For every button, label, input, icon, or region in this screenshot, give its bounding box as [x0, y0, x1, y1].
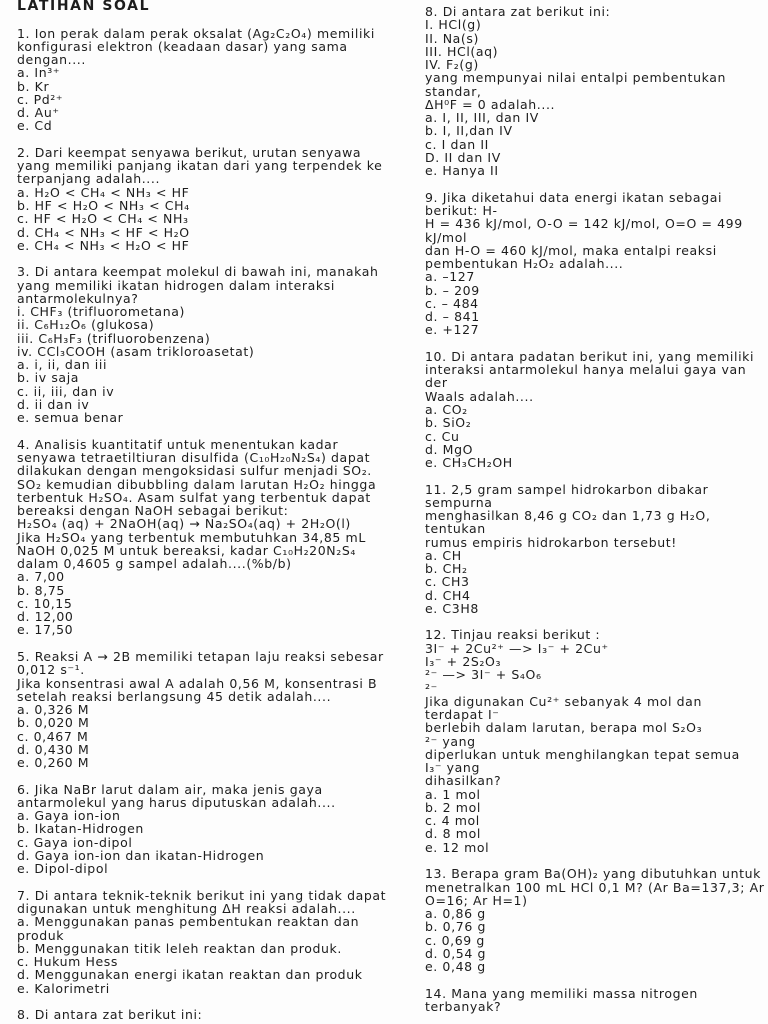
answer-option: a. CH: [425, 547, 462, 563]
question-line: kJ/mol: [425, 229, 468, 245]
question-line: dihasilkan?: [425, 773, 502, 789]
answer-option: a. H₂O < CH₄ < NH₃ < HF: [17, 184, 190, 200]
statement-item: ii. C₆H₁₂O₆ (glukosa): [17, 317, 155, 333]
answer-option: d. Gaya ion-ion dan ikatan-Hidrogen: [17, 848, 265, 863]
answer-option: e. 12 mol: [425, 839, 490, 855]
question-line: tentukan: [425, 521, 486, 537]
answer-option: b. – 209: [425, 282, 480, 298]
question-line: rumus empiris hidrokarbon tersebut!: [425, 534, 677, 550]
question-stem: 11. 2,5 gram sampel hidrokarbon dibakar: [425, 481, 709, 497]
question-line: senyawa tetraetiltiuran disulfida (C₁₀H₂₀N₂S₄) dapat: [17, 450, 371, 466]
answer-option: e. Cd: [17, 118, 53, 134]
question-stem: 7. Di antara teknik-teknik berikut ini yang tidak dapat: [17, 887, 387, 903]
question-line: I₃⁻ + 2S₂O₃: [425, 654, 502, 670]
answer-option: a. CO₂: [425, 401, 468, 417]
question-line: yang mempunyai nilai entalpi pembentukan: [425, 70, 726, 86]
question-stem: 9. Jika diketahui data energi ikatan sebagai: [425, 189, 723, 205]
question-line: bereaksi dengan NaOH sebagai berikut:: [17, 503, 289, 519]
answer-option: c. I dan II: [425, 136, 489, 152]
question-line: der: [425, 375, 448, 391]
question-line: I₃⁻ yang: [425, 760, 480, 776]
answer-option: c. 10,15: [17, 595, 73, 611]
answer-option: d. Menggunakan energi ikatan reaktan dan produk: [17, 967, 363, 983]
answer-option: a. Menggunakan panas pembentukan reaktan dan: [17, 914, 360, 930]
answer-option: d. – 841: [425, 309, 480, 325]
answer-option: a. 0,326 M: [17, 702, 90, 718]
question-line: menetralkan 100 mL HCl 0,1 M? (Ar Ba=137,3; Ar: [425, 879, 765, 895]
question-line: 0,012 s⁻¹.: [17, 662, 85, 678]
question-line: setelah reaksi berlangsung 45 detik adalah....: [17, 688, 332, 704]
question-line: Waals adalah....: [425, 388, 534, 404]
answer-option: b. 2 mol: [425, 799, 481, 815]
answer-option: d. CH4: [425, 587, 471, 603]
question-line: H₂SO₄ (aq) + 2NaOH(aq) → Na₂SO₄(aq) + 2H₂O(l): [17, 516, 351, 532]
question-line: sempurna: [425, 494, 493, 510]
question-line: terdapat I⁻: [425, 707, 500, 723]
question-9: [425, 191, 768, 337]
answer-option: d. Au⁺: [17, 105, 60, 121]
answer-option: a. I, II, III, dan IV: [425, 110, 539, 126]
question-line: ²⁻: [425, 680, 438, 696]
question-line: dan H-O = 460 kJ/mol, maka entalpi reaksi: [425, 242, 717, 258]
question-line: pembentukan H₂O₂ adalah....: [425, 256, 624, 272]
answer-option: a. 0,86 g: [425, 906, 486, 922]
question-line: standar,: [425, 83, 482, 99]
question-stem: 8. Di antara zat berikut ini:: [17, 1007, 203, 1023]
question-13: [425, 867, 768, 973]
answer-option: e. 17,50: [17, 622, 74, 638]
question-stem: 8. Di antara zat berikut ini:: [425, 4, 611, 19]
question-1: [17, 27, 407, 133]
statement-item: i. CHF₃ (trifluorometana): [17, 304, 185, 320]
answer-option: c. HF < H₂O < CH₄ < NH₃: [17, 211, 189, 227]
question-line: menghasilkan 8,46 g CO₂ dan 1,73 g H₂O,: [425, 508, 711, 524]
question-line: Jika konsentrasi awal A adalah 0,56 M, konsentrasi B: [17, 675, 378, 691]
question-8: [17, 1008, 407, 1021]
question-line: dilakukan dengan mengoksidasi sulfur menjadi SO₂.: [17, 463, 372, 479]
right-question-list: [425, 5, 768, 1013]
statement-item: IV. F₂(g): [425, 57, 479, 73]
answer-option: a. 1 mol: [425, 786, 481, 802]
answer-option: c. 4 mol: [425, 813, 480, 829]
question-stem: 1. Ion perak dalam perak oksalat (Ag₂C₂O₄) memiliki: [17, 25, 375, 41]
question-line: terbanyak?: [425, 998, 502, 1014]
question-line: ²⁻ yang: [425, 733, 476, 749]
answer-option: a. i, ii, dan iii: [17, 357, 108, 373]
answer-option: c. – 484: [425, 295, 479, 311]
answer-option: e. CH₄ < NH₃ < H₂O < HF: [17, 237, 190, 253]
question-3: [17, 265, 407, 424]
answer-option: b. Kr: [17, 78, 50, 94]
answer-option: d. ii dan iv: [17, 396, 90, 412]
question-line: terbentuk H₂SO₄. Asam sulfat yang terbentuk dapat: [17, 489, 371, 505]
statement-item: II. Na(s): [425, 30, 479, 46]
answer-option: e. Kalorimetri: [17, 980, 110, 996]
answer-option: b. CH₂: [425, 561, 468, 577]
answer-option: e. Hanya II: [425, 163, 499, 179]
answer-option: c. ii, iii, dan iv: [17, 383, 115, 399]
answer-option: b. I, II,dan IV: [425, 123, 513, 139]
page-title: LATIHAN SOAL: [17, 0, 151, 14]
answer-option: D. II dan IV: [425, 149, 501, 165]
answer-option: e. C3H8: [425, 600, 479, 616]
left-question-list: [17, 27, 407, 1022]
answer-option: c. Cu: [425, 428, 460, 444]
question-line: antarmolekulnya?: [17, 290, 139, 306]
question-stem: 3. Di antara keempat molekul di bawah ini, manakah: [17, 264, 379, 280]
question-8: [425, 5, 768, 177]
answer-option: e. +127: [425, 322, 480, 338]
question-line: ΔH⁰F = 0 adalah....: [425, 96, 556, 112]
statement-item: iv. CCl₃COOH (asam trikloroasetat): [17, 343, 255, 359]
answer-option: c. 0,467 M: [17, 728, 89, 744]
answer-option: d. 0,430 M: [17, 741, 90, 757]
answer-option: b. iv saja: [17, 370, 80, 386]
question-line: Jika digunakan Cu²⁺ sebanyak 4 mol dan: [425, 693, 702, 709]
question-6: [17, 783, 407, 876]
question-stem: 14. Mana yang memiliki massa nitrogen: [425, 985, 698, 1001]
answer-option: b. 0,020 M: [17, 715, 90, 731]
question-line: Jika H₂SO₄ yang terbentuk membutuhkan 34,85 mL: [17, 529, 366, 545]
answer-option: b. Menggunakan titik leleh reaktan dan produk.: [17, 940, 342, 956]
answer-option: c. Pd²⁺: [17, 91, 64, 107]
question-line: 3I⁻ + 2Cu²⁺ —> I₃⁻ + 2Cu⁺: [425, 640, 609, 656]
question-stem: 13. Berapa gram Ba(OH)₂ yang dibutuhkan untuk: [425, 866, 761, 882]
question-line: dalam 0,4605 g sampel adalah....(%b/b): [17, 556, 292, 572]
right-column: [425, 5, 768, 1013]
answer-option: c. CH3: [425, 574, 470, 590]
answer-option: c. Hukum Hess: [17, 954, 118, 970]
question-stem: 12. Tinjau reaksi berikut :: [425, 627, 601, 643]
question-7: [17, 889, 407, 995]
answer-option: e. Dipol-dipol: [17, 861, 109, 877]
question-4: [17, 438, 407, 637]
answer-option: e. CH₃CH₂OH: [425, 455, 513, 471]
question-stem: 4. Analisis kuantitatif untuk menentukan kadar: [17, 436, 339, 452]
question-10: [425, 350, 768, 469]
question-2: [17, 146, 407, 252]
answer-option: e. semua benar: [17, 410, 124, 426]
question-stem: 2. Dari keempat senyawa berikut, urutan senyawa: [17, 144, 362, 160]
statement-item: III. HCl(aq): [425, 43, 499, 59]
question-line: H = 436 kJ/mol, O-O = 142 kJ/mol, O=O = 499: [425, 216, 743, 232]
answer-option: b. SiO₂: [425, 415, 472, 431]
question-line: digunakan untuk menghitung ΔH reaksi adalah....: [17, 901, 356, 917]
question-line: diperlukan untuk menghilangkan tepat semua: [425, 746, 740, 762]
question-14: [425, 987, 768, 1014]
question-line: terpanjang adalah....: [17, 171, 161, 187]
answer-option: b. HF < H₂O < NH₃ < CH₄: [17, 197, 190, 213]
question-stem: 5. Reaksi A → 2B memiliki tetapan laju reaksi sebesar: [17, 649, 384, 665]
answer-option: c. Gaya ion-dipol: [17, 834, 133, 850]
question-line: produk: [17, 927, 65, 943]
answer-option: b. 8,75: [17, 582, 65, 598]
question-11: [425, 483, 768, 616]
left-column: [17, 0, 407, 1021]
question-line: interaksi antarmolekul hanya melalui gaya van: [425, 362, 747, 378]
answer-option: e. 0,260 M: [17, 755, 90, 771]
statement-item: iii. C₆H₃F₃ (trifluorobenzena): [17, 330, 211, 346]
question-line: yang memiliki ikatan hidrogen dalam interaksi: [17, 277, 335, 293]
question-line: konfigurasi elektron (keadaan dasar) yang sama: [17, 38, 348, 54]
answer-option: d. 0,54 g: [425, 945, 487, 961]
answer-option: d. 12,00: [17, 609, 74, 625]
question-line: yang memiliki panjang ikatan dari yang terpendek ke: [17, 158, 383, 174]
answer-option: e. 0,48 g: [425, 959, 486, 975]
question-5: [17, 650, 407, 769]
question-line: O=16; Ar H=1): [425, 892, 528, 908]
answer-option: d. 8 mol: [425, 826, 481, 842]
question-line: NaOH 0,025 M untuk bereaksi, kadar C₁₀H₂20N₂S₄: [17, 542, 356, 558]
answer-option: d. MgO: [425, 441, 474, 457]
answer-option: b. 0,76 g: [425, 919, 487, 935]
answer-option: a. Gaya ion-ion: [17, 808, 121, 824]
question-stem: 10. Di antara padatan berikut ini, yang memiliki: [425, 348, 755, 364]
question-line: SO₂ kemudian dibubbling dalam larutan H₂O₂ hingga: [17, 476, 377, 492]
question-line: dengan....: [17, 52, 86, 68]
question-line: berlebih dalam larutan, berapa mol S₂O₃: [425, 720, 703, 736]
answer-option: a. In³⁺: [17, 65, 61, 81]
answer-option: a. –127: [425, 269, 475, 285]
answer-option: b. Ikatan-Hidrogen: [17, 821, 144, 837]
question-line: antarmolekul yang harus diputuskan adalah....: [17, 794, 336, 810]
answer-option: c. 0,69 g: [425, 932, 485, 948]
question-12: [425, 628, 768, 854]
answer-option: a. 7,00: [17, 569, 65, 585]
question-stem: 6. Jika NaBr larut dalam air, maka jenis gaya: [17, 781, 323, 797]
question-line: ²⁻ —> 3I⁻ + S₄O₆: [425, 667, 542, 683]
question-line: berikut: H-: [425, 202, 498, 218]
statement-item: I. HCl(g): [425, 17, 482, 33]
answer-option: d. CH₄ < NH₃ < HF < H₂O: [17, 224, 190, 240]
